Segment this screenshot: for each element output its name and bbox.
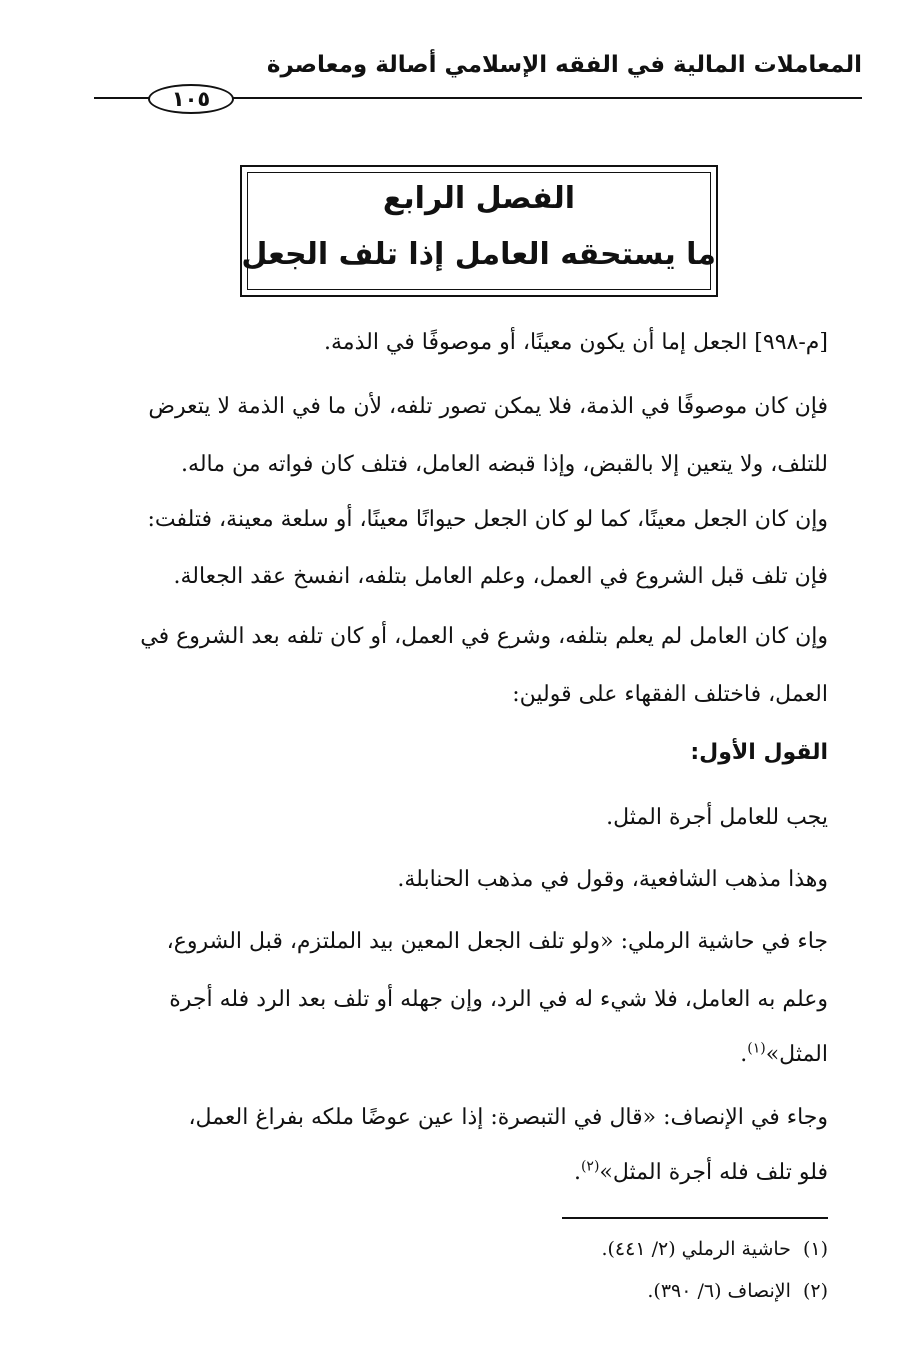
footnote: [647, 1278, 828, 1304]
section-heading: القول الأول:: [690, 740, 828, 765]
paragraph-line: وإن كان العامل لم يعلم بتلفه، وشرع في العمل، أو كان تلفه بعد الشروع في: [140, 624, 828, 649]
chapter-number: الفصل الرابع: [382, 181, 576, 216]
paragraph-line: وإن كان الجعل معينًا، كما لو كان الجعل حيوانًا معينًا، أو سلعة معينة، فتلفت:: [147, 507, 828, 532]
paragraph-line: [م-٩٩٨] الجعل إما أن يكون معينًا، أو موصوفًا في الذمة.: [324, 330, 828, 355]
paragraph-line: العمل، فاختلف الفقهاء على قولين:: [512, 682, 828, 707]
footnote-number: (١): [802, 1238, 828, 1260]
quote-end-text: المثل»: [765, 1042, 828, 1067]
footnote: [601, 1236, 828, 1262]
chapter-title: ما يستحقه العامل إذا تلف الجعل: [241, 237, 716, 272]
footnote-number: (٢): [802, 1280, 828, 1302]
period: .: [740, 1042, 748, 1067]
paragraph-line: يجب للعامل أجرة المثل.: [606, 805, 828, 830]
paragraph-line: [574, 1158, 828, 1188]
page-number: ١٠٥: [148, 84, 234, 114]
footnote-separator: [562, 1217, 828, 1219]
paragraph-line: للتلف، ولا يتعين إلا بالقبض، وإذا قبضه العامل، فتلف كان فواته من ماله.: [181, 452, 828, 477]
footnote-marker: (١): [747, 1040, 766, 1057]
paragraph-line: [740, 1040, 828, 1070]
paragraph-line: فإن كان موصوفًا في الذمة، فلا يمكن تصور تلفه، لأن ما في الذمة لا يتعرض: [148, 394, 828, 419]
paragraph-line: فإن تلف قبل الشروع في العمل، وعلم العامل بتلفه، انفسخ عقد الجعالة.: [173, 564, 828, 589]
quote-end-text: فلو تلف فله أجرة المثل»: [599, 1160, 828, 1185]
footnote-text: حاشية الرملي (٢/ ٤٤١).: [601, 1238, 791, 1260]
paragraph-line: وعلم به العامل، فلا شيء له في الرد، وإن جهله أو تلف بعد الرد فله أجرة: [169, 987, 828, 1012]
footnote-text: الإنصاف (٦/ ٣٩٠).: [647, 1280, 791, 1302]
paragraph-line: وهذا مذهب الشافعية، وقول في مذهب الحنابلة.: [397, 867, 828, 892]
running-title: المعاملات المالية في الفقه الإسلامي أصالة ومعاصرة: [266, 52, 862, 78]
paragraph-line: وجاء في الإنصاف: «قال في التبصرة: إذا عين عوضًا ملكه بفراغ العمل،: [188, 1105, 828, 1130]
period: .: [573, 1160, 581, 1185]
paragraph-line: جاء في حاشية الرملي: «ولو تلف الجعل المعين بيد الملتزم، قبل الشروع،: [166, 929, 828, 954]
chapter-heading-box: [240, 165, 718, 297]
footnote-marker: (٢): [580, 1158, 600, 1175]
